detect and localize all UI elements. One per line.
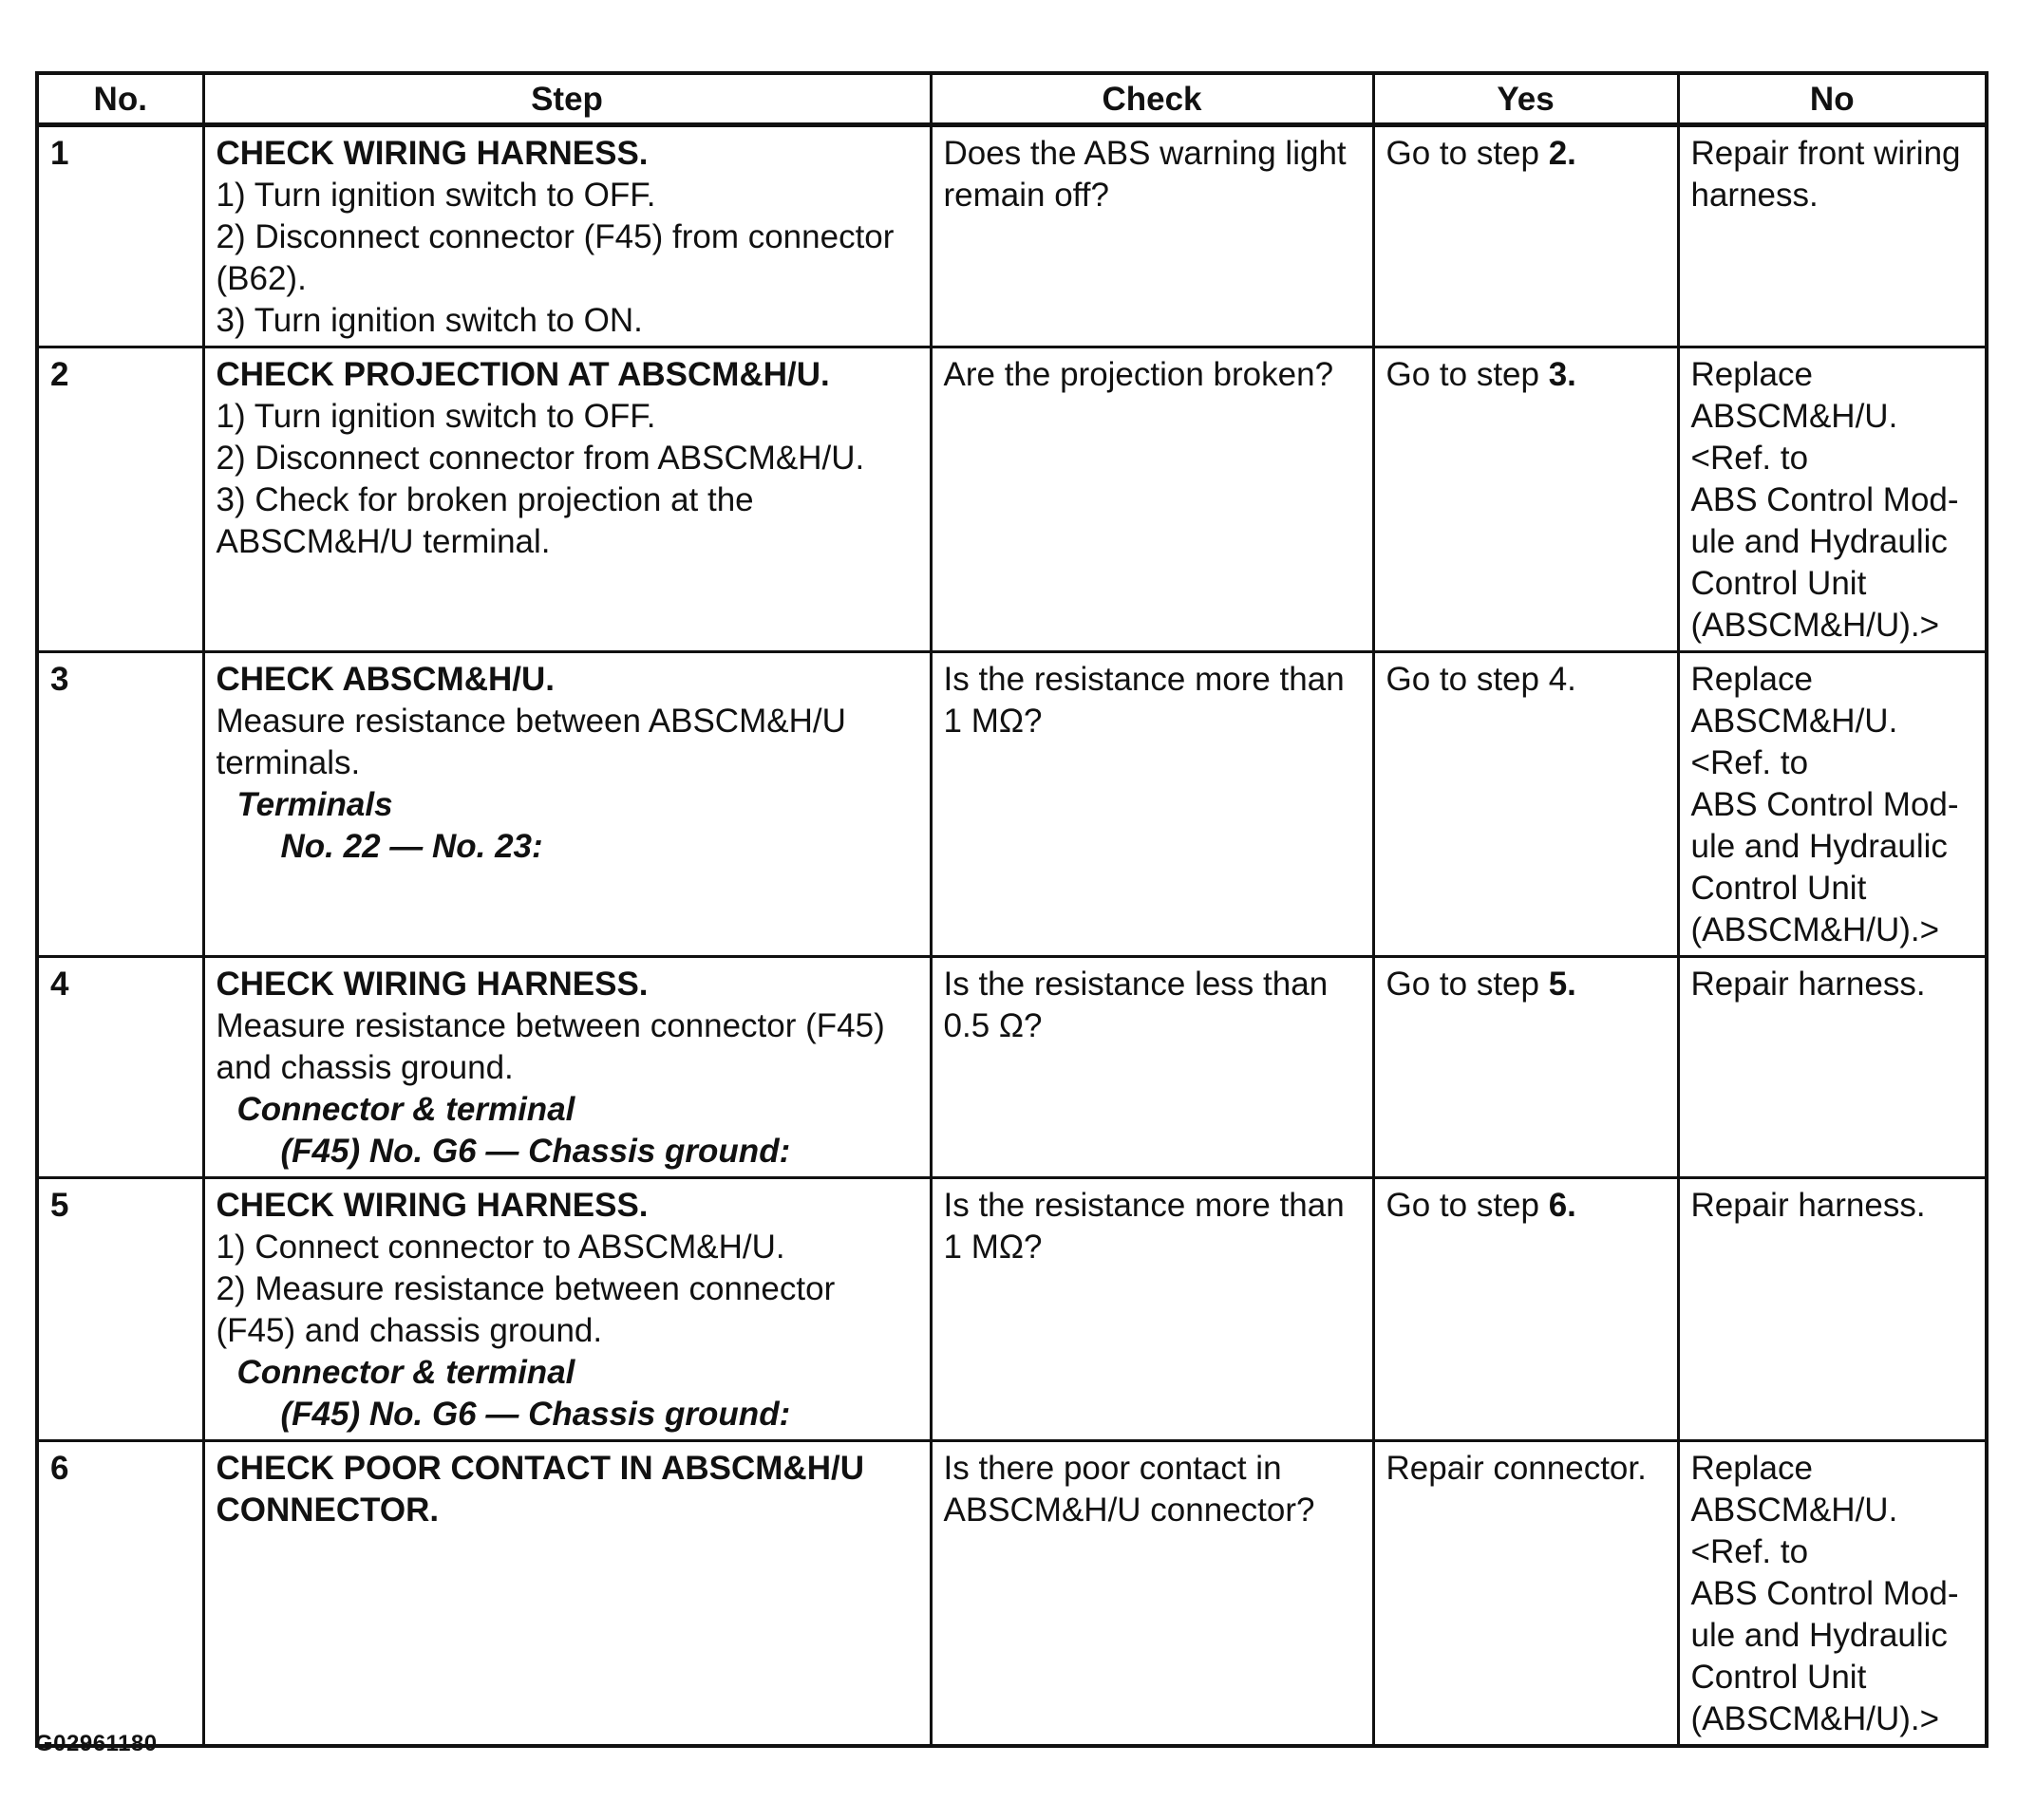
step-title: CHECK WIRING HARNESS. xyxy=(216,966,649,1003)
step-title: CHECK WIRING HARNESS. xyxy=(216,1187,649,1224)
no-cell xyxy=(1678,347,1987,652)
table-row xyxy=(37,1441,1987,1747)
no-line: Replace xyxy=(1690,661,1813,698)
spec-value: (F45) No. G6 — Chassis ground: xyxy=(280,1133,791,1170)
no-line: (ABSCM&H/U).> xyxy=(1690,911,1940,948)
step-line: 2) Measure resistance between connector xyxy=(216,1270,836,1307)
yes-cell xyxy=(1373,957,1678,1178)
step-number: 3 xyxy=(37,652,203,957)
no-cell xyxy=(1678,125,1987,347)
check-cell xyxy=(931,347,1373,652)
step-title: CHECK PROJECTION AT ABSCM&H/U. xyxy=(216,356,830,393)
no-line: ule and Hydraulic xyxy=(1690,523,1948,560)
step-line: 3) Check for broken projection at the xyxy=(216,481,754,518)
yes-step-ref: 3. xyxy=(1548,356,1576,393)
check-line: Is the resistance more than xyxy=(943,661,1345,698)
no-line: Repair harness. xyxy=(1690,1187,1926,1224)
no-line: Control Unit xyxy=(1690,565,1867,602)
check-line: remain off? xyxy=(943,177,1109,214)
no-line: Replace xyxy=(1690,356,1813,393)
no-line: Repair harness. xyxy=(1690,966,1926,1003)
check-line: Is the resistance more than xyxy=(943,1187,1345,1224)
diagnostic-table xyxy=(35,71,1989,1748)
spec-label: Terminals xyxy=(236,786,393,823)
step-line: (F45) and chassis ground. xyxy=(216,1312,603,1349)
no-line: ABSCM&H/U. xyxy=(1690,703,1898,740)
spec-label: Connector & terminal xyxy=(236,1091,575,1128)
check-cell xyxy=(931,1441,1373,1747)
check-line: Are the projection broken? xyxy=(943,356,1334,393)
step-line: 3) Turn ignition switch to ON. xyxy=(216,302,643,339)
yes-text: Repair connector. xyxy=(1386,1450,1647,1487)
header-yes: Yes xyxy=(1373,73,1678,125)
figure-code: G02961180 xyxy=(35,1731,158,1756)
yes-cell xyxy=(1373,347,1678,652)
yes-cell xyxy=(1373,1178,1678,1441)
no-line: (ABSCM&H/U).> xyxy=(1690,607,1940,644)
no-line: Control Unit xyxy=(1690,1659,1867,1696)
step-cell xyxy=(203,1441,931,1747)
header-check: Check xyxy=(931,73,1373,125)
check-line: ABSCM&H/U connector? xyxy=(943,1492,1315,1529)
spec-label: Connector & terminal xyxy=(236,1354,575,1391)
header-step: Step xyxy=(203,73,931,125)
check-line: 1 MΩ? xyxy=(943,703,1043,740)
step-title: CONNECTOR. xyxy=(216,1492,440,1529)
yes-text: Go to step xyxy=(1386,135,1549,172)
step-line: 1) Turn ignition switch to OFF. xyxy=(216,177,656,214)
no-line: harness. xyxy=(1690,177,1819,214)
no-line: <Ref. to xyxy=(1690,1533,1809,1570)
check-cell xyxy=(931,652,1373,957)
table-row xyxy=(37,125,1987,347)
check-line: Is there poor contact in xyxy=(943,1450,1282,1487)
table-row xyxy=(37,347,1987,652)
spec-value: (F45) No. G6 — Chassis ground: xyxy=(280,1396,791,1433)
header-no: No. xyxy=(37,73,203,125)
no-line: ABSCM&H/U. xyxy=(1690,1492,1898,1529)
yes-step-ref: 2. xyxy=(1548,135,1576,172)
step-line: Measure resistance between connector (F45) xyxy=(216,1007,885,1044)
no-line: <Ref. to xyxy=(1690,744,1809,781)
no-cell xyxy=(1678,652,1987,957)
step-line: 2) Disconnect connector from ABSCM&H/U. xyxy=(216,440,865,477)
step-number: 4 xyxy=(37,957,203,1178)
table-row xyxy=(37,957,1987,1178)
step-cell xyxy=(203,347,931,652)
yes-cell xyxy=(1373,652,1678,957)
step-cell xyxy=(203,125,931,347)
check-line: 1 MΩ? xyxy=(943,1229,1043,1266)
check-line: Does the ABS warning light xyxy=(943,135,1347,172)
yes-cell xyxy=(1373,1441,1678,1747)
step-line: 1) Connect connector to ABSCM&H/U. xyxy=(216,1229,785,1266)
check-line: 0.5 Ω? xyxy=(943,1007,1043,1044)
step-number: 1 xyxy=(37,125,203,347)
yes-step-ref: 5. xyxy=(1548,966,1576,1003)
no-line: ule and Hydraulic xyxy=(1690,1617,1948,1654)
yes-text: Go to step 4. xyxy=(1386,661,1576,698)
step-line: Measure resistance between ABSCM&H/U xyxy=(216,703,846,740)
step-title: CHECK ABSCM&H/U. xyxy=(216,661,555,698)
step-number: 6 xyxy=(37,1441,203,1747)
spec-value: No. 22 — No. 23: xyxy=(280,828,543,865)
yes-text: Go to step xyxy=(1386,356,1549,393)
no-line: <Ref. to xyxy=(1690,440,1809,477)
yes-text: Go to step xyxy=(1386,1187,1549,1224)
step-line: (B62). xyxy=(216,260,307,297)
step-title: CHECK WIRING HARNESS. xyxy=(216,135,649,172)
step-title: CHECK POOR CONTACT IN ABSCM&H/U xyxy=(216,1450,864,1487)
yes-cell xyxy=(1373,125,1678,347)
header-no-result: No xyxy=(1678,73,1987,125)
step-line: 1) Turn ignition switch to OFF. xyxy=(216,398,656,435)
check-line: Is the resistance less than xyxy=(943,966,1329,1003)
step-line: 2) Disconnect connector (F45) from connector xyxy=(216,218,895,255)
step-number: 5 xyxy=(37,1178,203,1441)
yes-step-ref: 6. xyxy=(1548,1187,1576,1224)
step-line: ABSCM&H/U terminal. xyxy=(216,523,551,560)
header-row xyxy=(37,73,1987,125)
no-line: (ABSCM&H/U).> xyxy=(1690,1700,1940,1737)
no-line: ABS Control Mod- xyxy=(1690,1575,1959,1612)
yes-text: Go to step xyxy=(1386,966,1549,1003)
no-line: ule and Hydraulic xyxy=(1690,828,1948,865)
no-cell xyxy=(1678,1441,1987,1747)
check-cell xyxy=(931,125,1373,347)
check-cell xyxy=(931,957,1373,1178)
no-cell xyxy=(1678,957,1987,1178)
no-line: Replace xyxy=(1690,1450,1813,1487)
step-line: and chassis ground. xyxy=(216,1049,514,1086)
step-line: terminals. xyxy=(216,744,361,781)
no-cell xyxy=(1678,1178,1987,1441)
step-number: 2 xyxy=(37,347,203,652)
table-row xyxy=(37,1178,1987,1441)
no-line: ABSCM&H/U. xyxy=(1690,398,1898,435)
no-line: ABS Control Mod- xyxy=(1690,481,1959,518)
no-line: Repair front wiring xyxy=(1690,135,1961,172)
no-line: Control Unit xyxy=(1690,870,1867,907)
no-line: ABS Control Mod- xyxy=(1690,786,1959,823)
step-cell xyxy=(203,652,931,957)
check-cell xyxy=(931,1178,1373,1441)
step-cell xyxy=(203,1178,931,1441)
table-row xyxy=(37,652,1987,957)
step-cell xyxy=(203,957,931,1178)
